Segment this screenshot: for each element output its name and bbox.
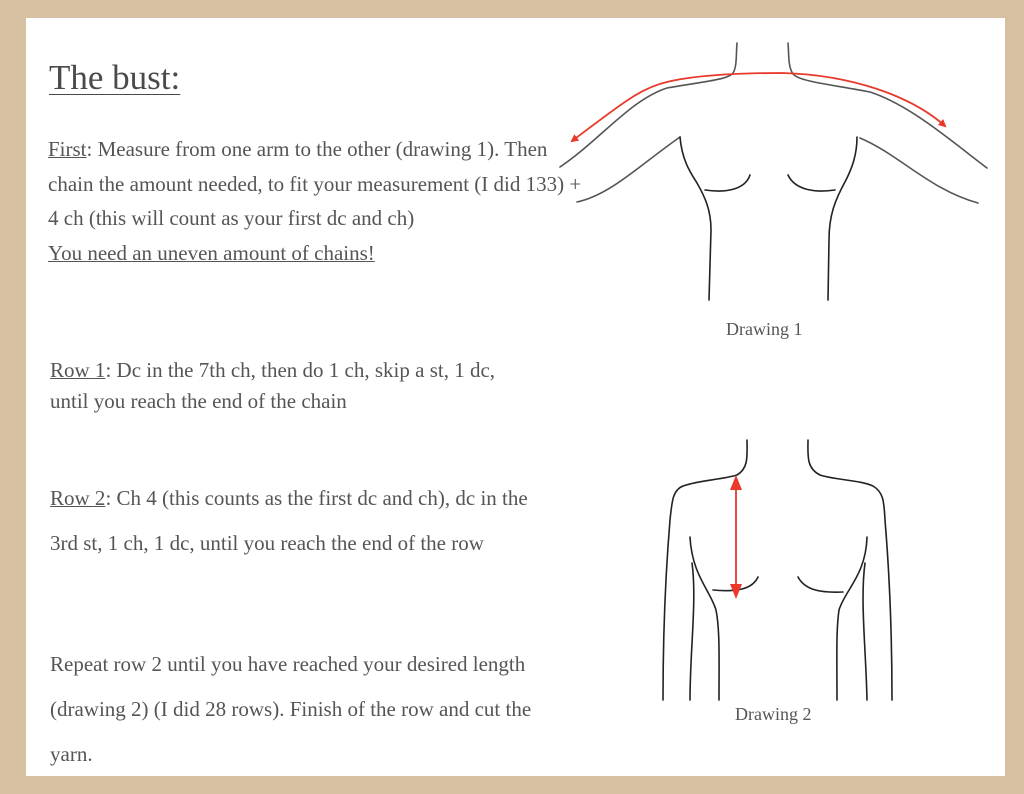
first-label: First: [48, 137, 87, 161]
row1-text: : Dc in the 7th ch, then do 1 ch, skip a st, 1 dc, until you reach the end of the chain: [50, 358, 496, 413]
repeat-instruction: Repeat row 2 until you have reached your desired length (drawing 2) (I did 28 rows). Finish of the row and cut the yarn.: [50, 652, 532, 766]
drawing-2-figure: [663, 440, 892, 700]
drawing-1-figure: [560, 43, 987, 300]
drawing-2-caption: Drawing 2: [735, 704, 812, 724]
first-text: : Measure from one arm to the other (drawing 1). Then chain the amount needed, to fit your measurement (I did 133) + 4 ch (this will count as your first dc and ch): [48, 137, 582, 230]
row1-label: Row 1: [50, 358, 106, 382]
page-title: The bust:: [49, 58, 181, 97]
row2-text: : Ch 4 (this counts as the first dc and ch), dc in the 3rd st, 1 ch, 1 dc, until you reach the end of the row: [50, 486, 528, 555]
row2-label: Row 2: [50, 486, 106, 510]
drawing-1-caption: Drawing 1: [726, 319, 803, 339]
first-note: You need an uneven amount of chains!: [48, 240, 375, 265]
